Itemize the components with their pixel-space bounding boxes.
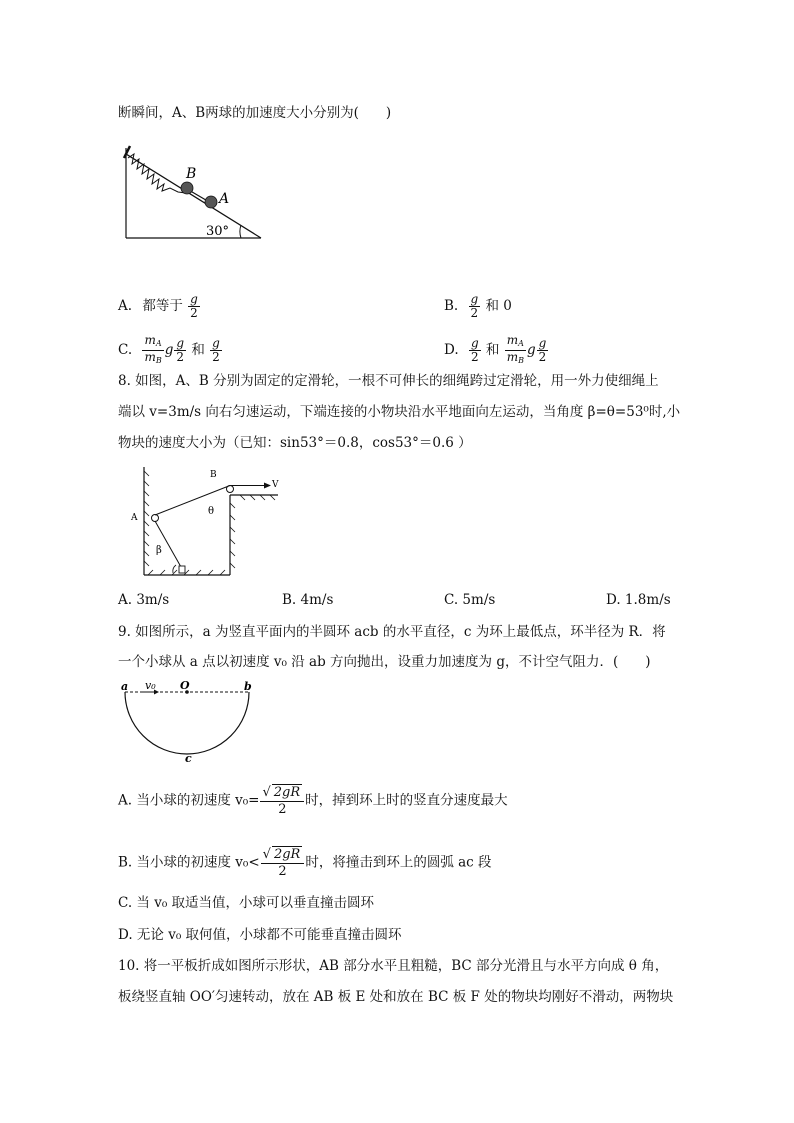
q8-option-a[interactable]: A. 3m/s — [118, 592, 170, 608]
q8-option-c[interactable]: C. 5m/s — [444, 592, 496, 608]
q9-label-b: b — [244, 680, 252, 693]
q8-pulley-figure — [118, 463, 288, 583]
q7-option-a[interactable]: A. 都等于 $\frac{g}{2}$ — [118, 292, 198, 320]
q8-line-1: 8. 如图，A、B 分别为固定的定滑轮，一根不可伸长的细绳跨过定滑轮，用一外力使细绳上 — [118, 373, 659, 389]
q7-label-b: B — [186, 166, 197, 182]
q8-label-beta: β — [156, 545, 162, 556]
q9-label-c: c — [185, 752, 192, 765]
q9-line-1: 9. 如图所示，a 为竖直平面内的半圆环 acb 的水平直径，c 为环上最低点，环半径为 R．将 — [118, 624, 666, 640]
q9-option-b[interactable]: B. 当小球的初速度 v₀< $\frac{√ 2gR}{2}$ 时，将撞击到环上的圆弧 ac 段 — [118, 847, 492, 879]
q8-option-d[interactable]: D. 1.8m/s — [606, 592, 671, 608]
q8-label-theta: θ — [208, 506, 215, 517]
q8-label-v: V — [272, 480, 279, 490]
ball-b — [181, 182, 193, 194]
q9-label-o: O — [180, 679, 190, 692]
q8-label-a: A — [131, 513, 138, 523]
q9-label-a: a — [121, 680, 129, 693]
q8-line-2: 端以 v=3m/s 向右匀速运动，下端连接的小物块沿水平地面向左运动，当角度 β=θ=53⁰时,小 — [118, 404, 681, 420]
q8-option-b[interactable]: B. 4m/s — [282, 592, 334, 608]
q9-semicircle-figure — [118, 678, 258, 766]
q8-line-3: 物块的速度大小为（已知：sin53°＝0.8，cos53°＝0.6 ） — [118, 435, 472, 451]
q9-option-d[interactable]: D. 无论 v₀ 取何值，小球都不可能垂直撞击圆环 — [118, 927, 402, 943]
q7-option-c[interactable]: C. $\frac{m_A}{m_B}$ g $\frac{g}{2}$ 和 $\frac{g}{2}$ — [118, 333, 220, 365]
q7-stem-tail: 断瞬间，A、B两球的加速度大小分别为( ) — [118, 105, 392, 121]
q7-option-d[interactable]: D. $\frac{g}{2}$ 和 $\frac{m_A}{m_B}$ g $\frac{g}{2}$ — [444, 333, 547, 365]
pulley-a — [152, 515, 159, 522]
q7-option-b[interactable]: B. $\frac{g}{2}$ 和 0 — [444, 292, 512, 320]
q7-incline-figure — [118, 140, 268, 242]
q9-label-v0: v₀ — [145, 679, 156, 692]
block — [179, 566, 185, 573]
q10-line-1: 10. 将一平板折成如图所示形状，AB 部分水平且粗糙，BC 部分光滑且与水平方向成 θ 角， — [118, 958, 669, 974]
q8-label-b: B — [210, 470, 217, 480]
ball-a — [205, 196, 217, 208]
q7-angle-label: 30° — [206, 224, 230, 239]
q9-option-a[interactable]: A. 当小球的初速度 v₀= $\frac{√ 2gR}{2}$ 时，掉到环上时的竖直分速度最大 — [118, 785, 508, 817]
q7-label-a: A — [219, 191, 230, 207]
q9-option-c[interactable]: C. 当 v₀ 取适当值，小球可以垂直撞击圆环 — [118, 895, 375, 911]
q10-line-2: 板绕竖直轴 OO′匀速转动，放在 AB 板 E 处和放在 BC 板 F 处的物块均刚好不滑动，两物块 — [118, 989, 674, 1005]
q9-line-2: 一个小球从 a 点以初速度 v₀ 沿 ab 方向抛出，设重力加速度为 g，不计空气阻力．( ) — [118, 654, 651, 670]
